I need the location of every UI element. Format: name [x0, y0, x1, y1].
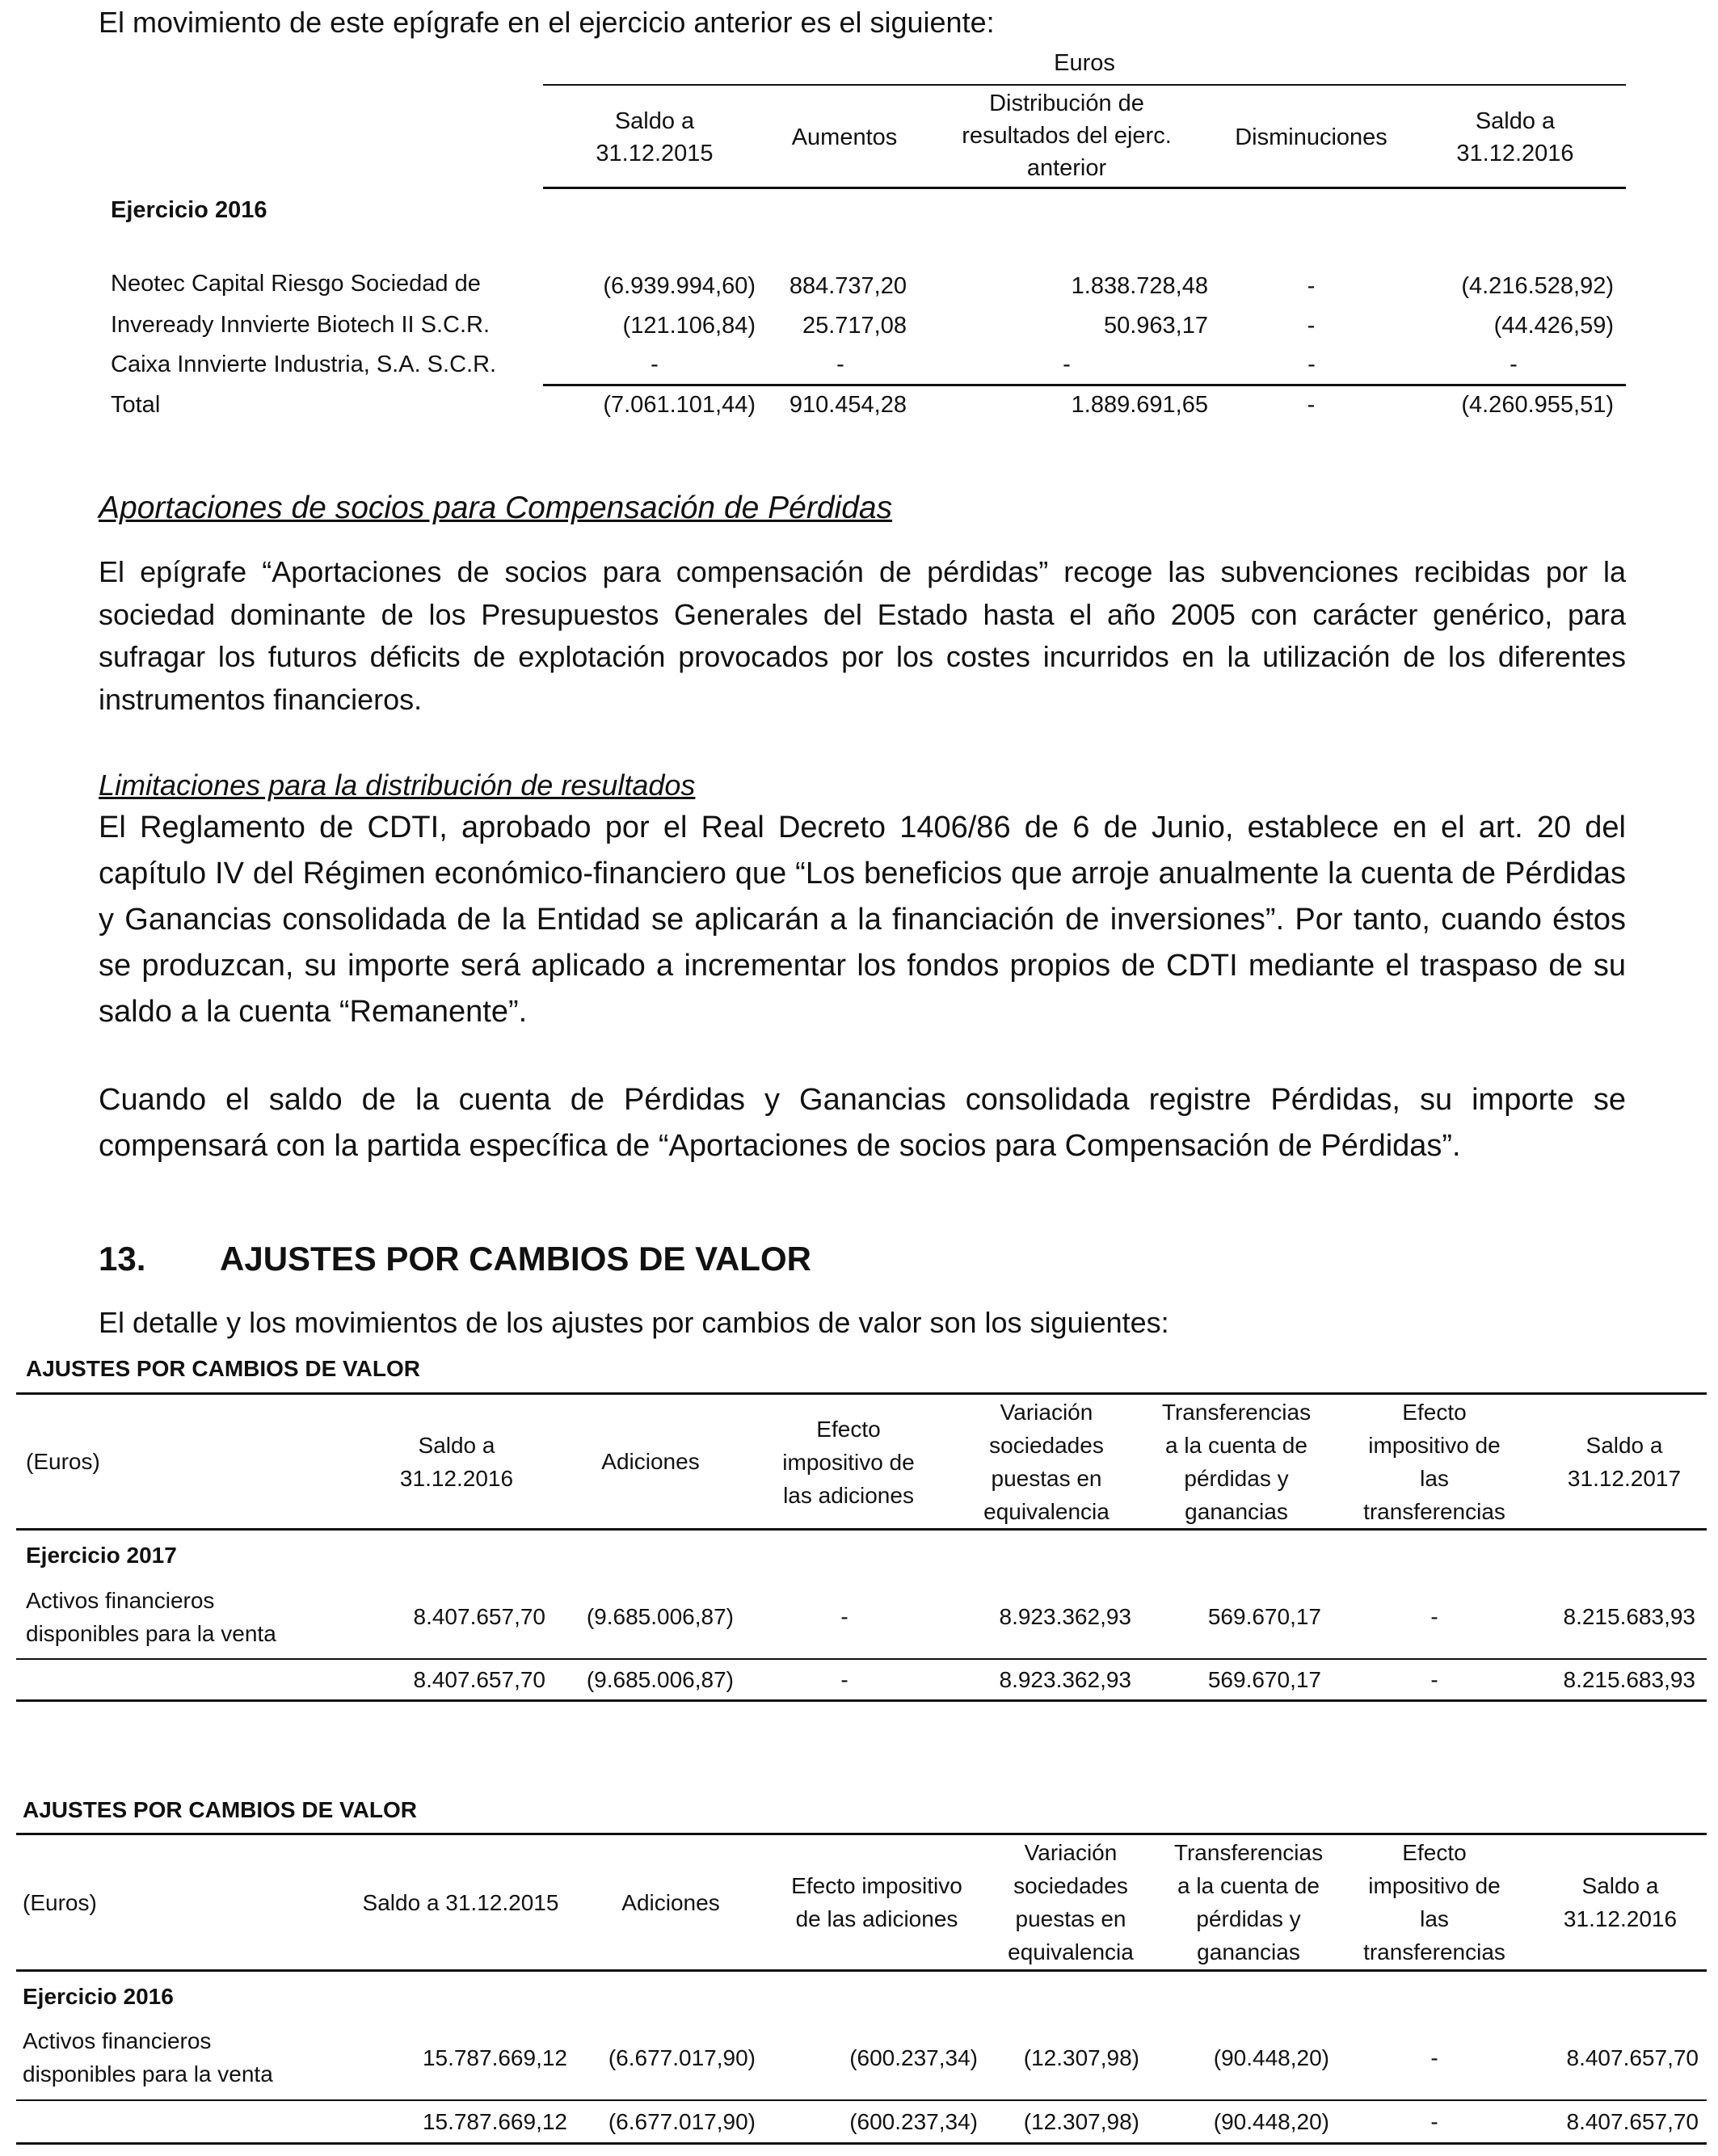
total-value: (90.448,20) [1213, 2109, 1329, 2134]
row-value: - [651, 352, 659, 377]
total-value: 910.454,28 [789, 392, 907, 418]
row-value: (12.307,98) [1023, 2045, 1139, 2070]
total-value: 8.407.657,70 [1566, 2109, 1699, 2134]
total-value: - [1430, 2109, 1438, 2134]
limitaciones-heading: Limitaciones para la distribución de resultados [99, 768, 696, 802]
row-value: - [1307, 273, 1316, 299]
divider [16, 1658, 1707, 1660]
intro-text: El movimiento de este epígrafe en el ejercicio anterior es el siguiente: [99, 6, 995, 39]
row-value: 884.737,20 [789, 273, 907, 299]
header-saldo-2016: Saldo a 31.12.2016 [1563, 1873, 1678, 1931]
header-aumentos: Aumentos [791, 124, 898, 150]
header-saldo-2016: Saldo a 31.12.2016 [1456, 108, 1574, 166]
row-label: Caixa Innvierte Industria, S.A. S.C.R. [111, 352, 497, 377]
header-adiciones: Adiciones [601, 1449, 700, 1474]
aportaciones-paragraph: El epígrafe “Aportaciones de socios para compensación de pérdidas” recoge las subvenciones recibidas por la sociedad dominante de los Presupuestos Generales del Estado hasta el año 2005 con carácter genérico, para sufragar los futuros déficits de explotación provocados por los costes incurridos en la utilización de los diferentes instrumentos financieros. [99, 555, 1626, 716]
header-efecto-adiciones: Efecto impositivo de las adiciones [782, 1417, 915, 1508]
header-transferencias: Transferencias a la cuenta de pérdidas y ganancias [1173, 1840, 1324, 1964]
row-value: (6.939.994,60) [603, 273, 756, 299]
total-value: (12.307,98) [1023, 2109, 1139, 2134]
total-value: 8.923.362,93 [999, 1667, 1131, 1692]
total-value: 8.407.657,70 [413, 1667, 545, 1692]
section-number: 13. [99, 1240, 146, 1278]
table-caption: AJUSTES POR CAMBIOS DE VALOR [26, 1356, 420, 1381]
unit-header: Euros [1054, 50, 1115, 76]
row-label: Activos financieros disponibles para la venta [26, 1588, 276, 1646]
divider [16, 1833, 1707, 1835]
total-value: 8.215.683,93 [1563, 1667, 1695, 1692]
row-value: - [1430, 1604, 1438, 1629]
row-value: (6.677.017,90) [608, 2045, 756, 2070]
header-euros: (Euros) [26, 1449, 100, 1474]
section-label: Ejercicio 2016 [23, 1984, 174, 2009]
header-saldo-2015: Saldo a 31.12.2015 [362, 1890, 559, 1915]
row-value: - [1307, 352, 1316, 377]
header-euros: (Euros) [23, 1890, 97, 1915]
total-value: (600.237,34) [849, 2109, 978, 2134]
row-value: - [840, 1604, 848, 1629]
divider [16, 2099, 1707, 2101]
divider [16, 1969, 1707, 1972]
limitaciones-paragraph-1: El Reglamento de CDTI, aprobado por el Real Decreto 1406/86 de 6 de Junio, establece en el art. 20 del capítulo IV del Régimen económico-financiero que “Los beneficios que arroje anualmente la cuenta de Pérdidas y Ganancias consolidada de la Entidad se aplicarán a la financiación de inversiones”. Por tanto, cuando éstos se produzcan, su importe será aplicado a incrementar los fondos propios de CDTI mediante el traspaso de su saldo a la cuenta “Remanente”. [99, 811, 1626, 1029]
header-adiciones: Adiciones [621, 1890, 720, 1915]
divider [543, 187, 1626, 189]
row-value: (4.216.528,92) [1461, 273, 1614, 299]
divider [543, 384, 1626, 386]
divider [16, 1699, 1707, 1702]
total-value: - [1307, 392, 1316, 418]
row-value: - [1430, 2045, 1438, 2070]
row-label: Inveready Innvierte Biotech II S.C.R. [111, 312, 491, 338]
row-value: 15.787.669,12 [422, 2045, 567, 2070]
table-caption: AJUSTES POR CAMBIOS DE VALOR [23, 1797, 417, 1822]
row-value: 8.923.362,93 [999, 1604, 1131, 1629]
row-value: - [1307, 313, 1316, 339]
header-variacion: Variación sociedades puestas en equivalencia [1008, 1840, 1134, 1964]
header-transferencias: Transferencias a la cuenta de pérdidas y ganancias [1161, 1400, 1312, 1524]
row-label: Activos financieros disponibles para la venta [23, 2028, 273, 2087]
divider [16, 1392, 1707, 1395]
row-value: (44.426,59) [1493, 313, 1614, 339]
row-value: (90.448,20) [1213, 2045, 1329, 2070]
header-variacion: Variación sociedades puestas en equivalencia [983, 1400, 1110, 1524]
section-label: Ejercicio 2016 [111, 197, 267, 223]
row-value: (121.106,84) [622, 313, 756, 339]
section-label: Ejercicio 2017 [26, 1543, 177, 1568]
divider [16, 2142, 1707, 2145]
total-value: - [840, 1667, 848, 1692]
row-value: 8.407.657,70 [413, 1604, 545, 1629]
row-value: (9.685.006,87) [586, 1604, 734, 1629]
total-value: (9.685.006,87) [586, 1667, 734, 1692]
section-intro: El detalle y los movimientos de los ajustes por cambios de valor son los siguientes: [99, 1306, 1169, 1339]
header-efecto-transferencias: Efecto impositivo de las transferencias [1363, 1840, 1505, 1964]
row-value: 8.215.683,93 [1563, 1604, 1695, 1629]
row-value: 8.407.657,70 [1566, 2045, 1699, 2070]
header-efecto-transferencias: Efecto impositivo de las transferencias [1363, 1400, 1505, 1524]
header-saldo-2015: Saldo a 31.12.2015 [596, 108, 714, 166]
row-label: Neotec Capital Riesgo Sociedad de [111, 271, 481, 297]
total-label: Total [111, 392, 161, 418]
total-value: 1.889.691,65 [1071, 392, 1208, 418]
header-disminuciones: Disminuciones [1235, 124, 1387, 150]
total-value: - [1430, 1667, 1438, 1692]
divider [543, 84, 1626, 86]
row-value: 569.670,17 [1207, 1604, 1321, 1629]
total-value: 569.670,17 [1207, 1667, 1321, 1692]
aportaciones-heading: Aportaciones de socios para Compensación de Pérdidas [99, 491, 893, 525]
limitaciones-paragraph-2: Cuando el saldo de la cuenta de Pérdidas y Ganancias consolidada registre Pérdidas, su importe se compensará con la partida específica de “Aportaciones de socios para Compensación de Pérdidas”. [99, 1083, 1626, 1163]
row-value: - [1510, 352, 1518, 377]
row-value: 25.717,08 [802, 313, 907, 339]
header-saldo-2017: Saldo a 31.12.2017 [1567, 1433, 1682, 1491]
row-value: (600.237,34) [849, 2045, 978, 2070]
total-value: (7.061.101,44) [603, 392, 756, 418]
row-value: 50.963,17 [1103, 313, 1208, 339]
row-value: - [836, 352, 844, 377]
total-value: (6.677.017,90) [608, 2109, 756, 2134]
header-efecto-adiciones: Efecto impositivo de las adiciones [791, 1873, 962, 1931]
divider [16, 1528, 1707, 1531]
row-value: - [1063, 352, 1071, 377]
total-value: 15.787.669,12 [422, 2109, 567, 2134]
row-value: 1.838.728,48 [1071, 273, 1208, 299]
total-value: (4.260.955,51) [1461, 392, 1614, 418]
section-title: AJUSTES POR CAMBIOS DE VALOR [220, 1240, 811, 1278]
header-distribucion: Distribución de resultados del ejerc. anterior [962, 91, 1172, 181]
header-saldo-2016: Saldo a 31.12.2016 [399, 1433, 514, 1491]
